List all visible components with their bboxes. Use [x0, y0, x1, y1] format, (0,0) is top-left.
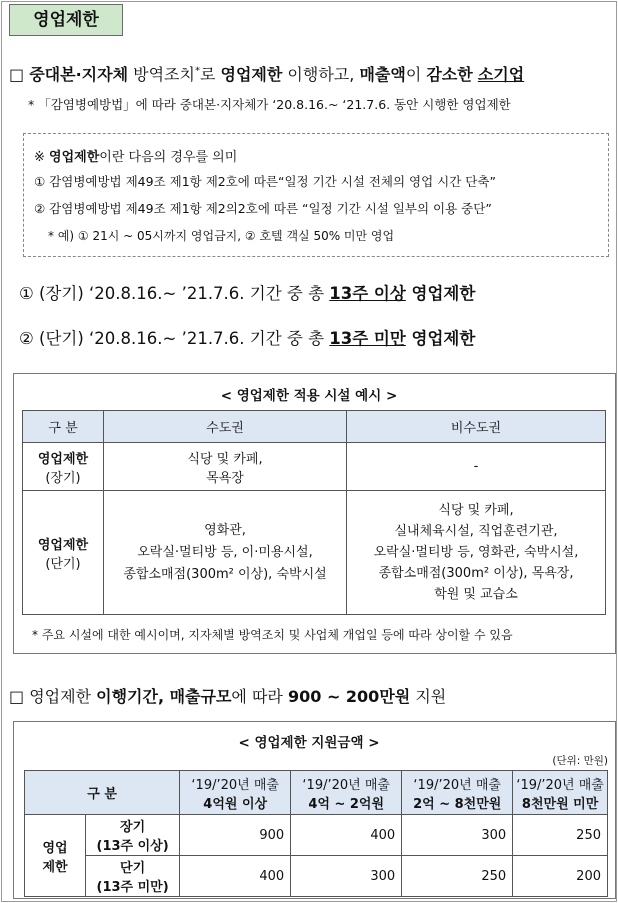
support-cell: 250 — [402, 856, 513, 897]
support-cell: 900 — [180, 815, 291, 856]
facility-header-category: 구 분 — [23, 411, 104, 443]
cell-noncapital-long: - — [347, 443, 606, 491]
definition-item-1: ① 감염병예방법 제49조 제1항 제2호에 따른“일정 기간 시설 전체의 영업 시간 단축” — [34, 174, 496, 189]
row-label-short: 영업제한 (단기) — [23, 491, 104, 615]
definition-item-2: ② 감염병예방법 제49조 제1항 제2의2호에 따른 “일정 기간 시설 일부의 이용 중단” — [34, 201, 492, 216]
cell-capital-long: 식당 및 카페, 목욕장 — [104, 443, 347, 491]
support-header-category: 구 분 — [25, 771, 180, 815]
support-cell: 400 — [180, 856, 291, 897]
support-table — [24, 770, 608, 897]
table-row — [23, 491, 606, 615]
support-col-3: ‘19/’20년 매출 2억 ~ 8천만원 — [402, 771, 513, 815]
support-title: < 영업제한 지원금액 > — [238, 735, 380, 751]
row-label-long: 영업제한 (장기) — [23, 443, 104, 491]
support-row-short: 단기 (13주 미만) — [86, 856, 180, 897]
cell-capital-short: 영화관, 오락실·멀티방 등, 이·미용시설, 종합소매점(300m² 이상), 숙박시설 — [104, 491, 347, 615]
facility-header-capital: 수도권 — [104, 411, 347, 443]
support-col-2: ‘19/’20년 매출 4억 ~ 2억원 — [291, 771, 402, 815]
definition-title: ※ 영업제한이란 다음의 경우를 의미 — [34, 150, 238, 165]
support-col-4: ‘19/’20년 매출 8천만원 미만 — [513, 771, 608, 815]
short-term-line: ② (단기) ‘20.8.16.~ ’21.7.6. 기간 중 총 13주 미만 영업제한 — [19, 329, 476, 348]
facility-header-noncapital: 비수도권 — [347, 411, 606, 443]
facility-title: < 영업제한 적용 시설 예시 > — [220, 388, 398, 404]
support-cell: 200 — [513, 856, 608, 897]
support-cell: 300 — [402, 815, 513, 856]
footnote-1: * 「감염병예방법」에 따라 중대본·지자체가 ‘20.8.16.~ ‘21.7.6. 동안 시행한 영업제한 — [28, 97, 511, 112]
cell-noncapital-short: 식당 및 카페, 실내체육시설, 직업훈련기관, 오락실·멀티방 등, 영화관, 숙박시설, 종합소매점(300m² 이상), 목욕장, 학원 및 교습소 — [347, 491, 606, 615]
heading-1: □ 중대본·지자체 방역조치*로 영업제한 이행하고, 매출액이 감소한 소기업 — [9, 65, 525, 84]
table-row — [25, 856, 608, 897]
support-unit: (단위: 만원) — [552, 755, 608, 767]
support-group-label: 영업 제한 — [25, 815, 86, 897]
support-row-long: 장기 (13주 이상) — [86, 815, 180, 856]
section-title: 영업제한 — [9, 4, 123, 36]
support-col-1: ‘19/’20년 매출 4억원 이상 — [180, 771, 291, 815]
checkbox-bullet: □ — [9, 65, 25, 84]
support-cell: 250 — [513, 815, 608, 856]
facility-note: * 주요 시설에 대한 예시이며, 지자체별 방역조치 및 사업체 개업일 등에 따라 상이할 수 있음 — [32, 628, 513, 642]
long-term-line: ① (장기) ‘20.8.16.~ ’21.7.6. 기간 중 총 13주 이상 영업제한 — [19, 284, 476, 303]
checkbox-bullet: □ — [9, 687, 25, 706]
facility-table — [22, 410, 606, 615]
support-cell: 300 — [291, 856, 402, 897]
support-cell: 400 — [291, 815, 402, 856]
table-row — [23, 443, 606, 491]
table-row — [25, 815, 608, 856]
heading-2: □ 영업제한 이행기간, 매출규모에 따라 900 ~ 200만원 지원 — [9, 687, 447, 706]
definition-example: * 예) ① 21시 ~ 05시까지 영업금지, ② 호텔 객실 50% 미만 영업 — [48, 229, 395, 243]
